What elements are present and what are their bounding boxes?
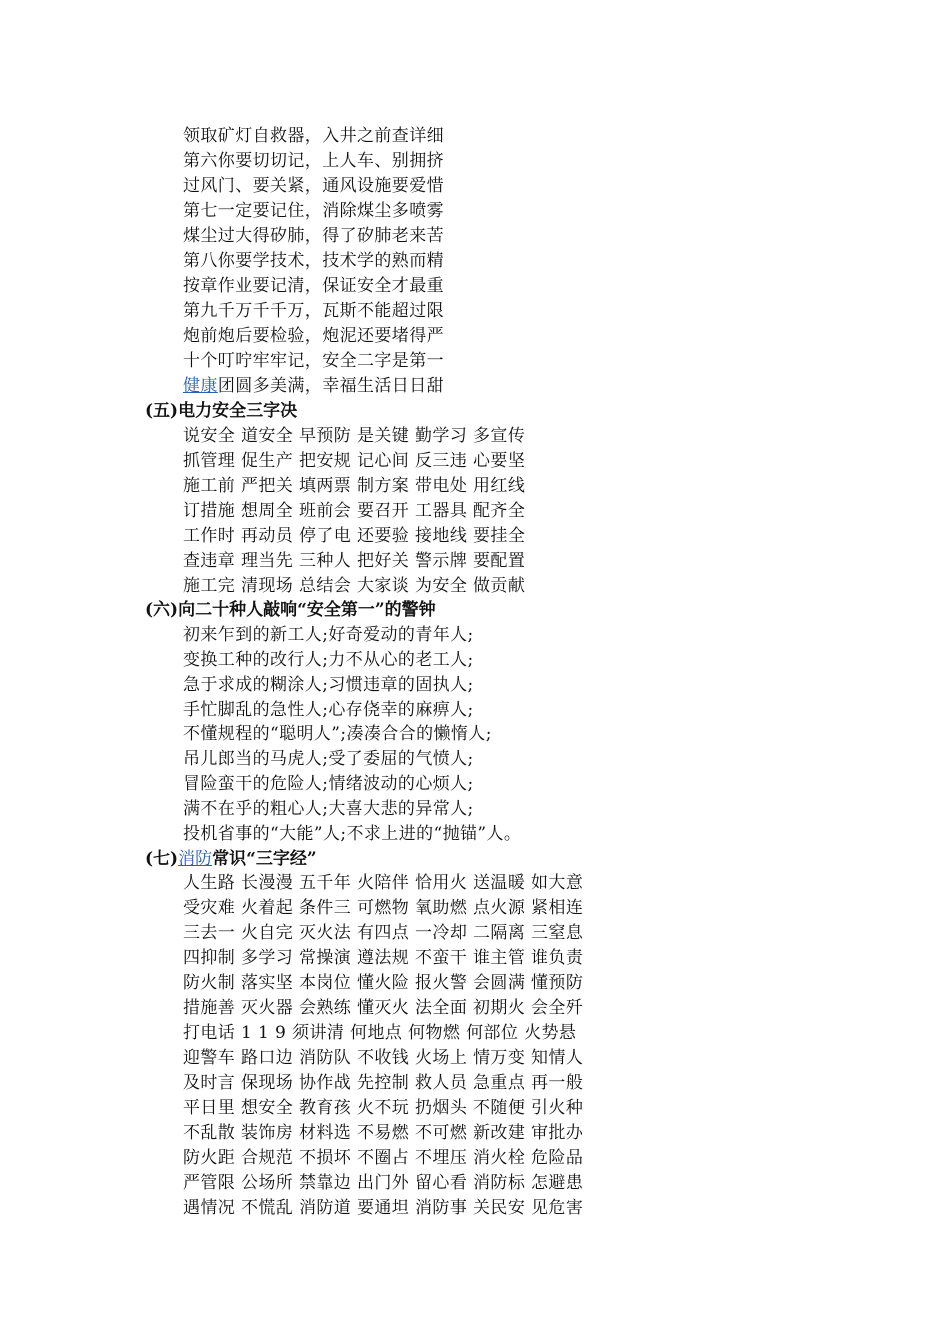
poem-line: 按章作业要记清，保证安全才最重 [183, 276, 444, 296]
section5-line: 说安全 道安全 早预防 是关键 勤学习 多宣传 [183, 426, 526, 446]
section5-line: 工作时 再动员 停了电 还要验 接地线 要挂全 [183, 526, 526, 546]
poem-line: 第九千万千千万，瓦斯不能超过限 [183, 301, 444, 321]
poem-line-rest: 团圆多美满，幸福生活日日甜 [217, 376, 445, 396]
section7-line: 及时言 保现场 协作战 先控制 救人员 急重点 再一般 [183, 1073, 584, 1093]
poem-line: 十个叮咛牢牢记，安全二字是第一 [183, 351, 444, 371]
poem-line: 领取矿灯自救器，入井之前查详细 [183, 126, 444, 146]
poem-line: 第六你要切切记，上人车、别拥挤 [183, 151, 444, 171]
section6-line: 投机省事的“大能”人;不求上进的“抛锚”人。 [183, 824, 522, 844]
section6-line: 手忙脚乱的急性人;心存侥幸的麻痹人; [183, 700, 474, 720]
section7-line: 迎警车 路口边 消防队 不收钱 火场上 情万变 知情人 [183, 1048, 584, 1068]
section5-heading: (五)电力安全三字决 [145, 401, 298, 421]
section7-line: 防火距 合规范 不损坏 不圈占 不埋压 消火栓 危险品 [183, 1148, 584, 1168]
section7-line: 遇情况 不慌乱 消防道 要通坦 消防事 关民安 见危害 [183, 1198, 584, 1218]
section5-line: 施工完 清现场 总结会 大家谈 为安全 做贡献 [183, 576, 526, 596]
poem-line: 煤尘过大得矽肺，得了矽肺老来苦 [183, 226, 444, 246]
section6-heading: (六)向二十种人敲响“安全第一”的警钟 [145, 600, 436, 620]
section7-line: 受灾难 火着起 条件三 可燃物 氧助燃 点火源 紧相连 [183, 898, 584, 918]
section5-line: 查违章 理当先 三种人 把好关 警示牌 要配置 [183, 551, 526, 571]
section5-line: 抓管理 促生产 把安规 记心间 反三违 心要坚 [183, 451, 526, 471]
section7-line: 不乱散 装饰房 材料选 不易燃 不可燃 新改建 审批办 [183, 1123, 584, 1143]
section6-line: 不懂规程的“聪明人”;凑凑合合的懒惰人; [183, 724, 492, 744]
poem-line: 第七一定要记住，消除煤尘多喷雾 [183, 201, 444, 221]
section5-line: 施工前 严把关 填两票 制方案 带电处 用红线 [183, 476, 526, 496]
section7-line: 措施善 灭火器 会熟练 懂灭火 法全面 初期火 会全歼 [183, 998, 584, 1018]
section6-line: 变换工种的改行人;力不从心的老工人; [183, 650, 474, 670]
poem-line: 过风门、要关紧，通风设施要爱惜 [183, 176, 444, 196]
section7-heading-prefix: (七) [145, 849, 179, 869]
section6-line: 初来乍到的新工人;好奇爱动的青年人; [183, 625, 474, 645]
section7-line: 防火制 落实坚 本岗位 懂火险 报火警 会圆满 懂预防 [183, 973, 584, 993]
section7-line: 严管限 公场所 禁靠边 出门外 留心看 消防标 怎避患 [183, 1173, 584, 1193]
section7-line: 四抑制 多学习 常操演 遵法规 不蛮干 谁主管 谁负责 [183, 948, 584, 968]
section7-line: 平日里 想安全 教育孩 火不玩 扔烟头 不随便 引火种 [183, 1098, 584, 1118]
section7-heading-suffix: 常识“三字经” [212, 849, 317, 869]
poem-line: 第八你要学技术，技术学的熟而精 [183, 251, 444, 271]
section6-line: 满不在乎的粗心人;大喜大悲的异常人; [183, 799, 474, 819]
section5-line: 订措施 想周全 班前会 要召开 工器具 配齐全 [183, 501, 526, 521]
section6-line: 冒险蛮干的危险人;情绪波动的心烦人; [183, 774, 474, 794]
section7-line: 三去一 火自完 灭火法 有四点 一冷却 二隔离 三窒息 [183, 923, 584, 943]
section7-line: 打电话 1 1 9 须讲清 何地点 何物燃 何部位 火势悬 [183, 1023, 577, 1043]
section7-heading [145, 847, 317, 872]
section6-line: 吊儿郎当的马虎人;受了委屈的气愤人; [183, 749, 474, 769]
poem-line: 炮前炮后要检验，炮泥还要堵得严 [183, 326, 444, 346]
fire-safety-link[interactable]: 消防 [178, 849, 213, 869]
health-link[interactable]: 健康 [183, 376, 218, 396]
section7-line: 人生路 长漫漫 五千年 火陪伴 恰用火 送温暖 如大意 [183, 873, 584, 893]
section6-line: 急于求成的糊涂人;习惯违章的固执人; [183, 675, 474, 695]
poem-line-last [183, 374, 444, 399]
